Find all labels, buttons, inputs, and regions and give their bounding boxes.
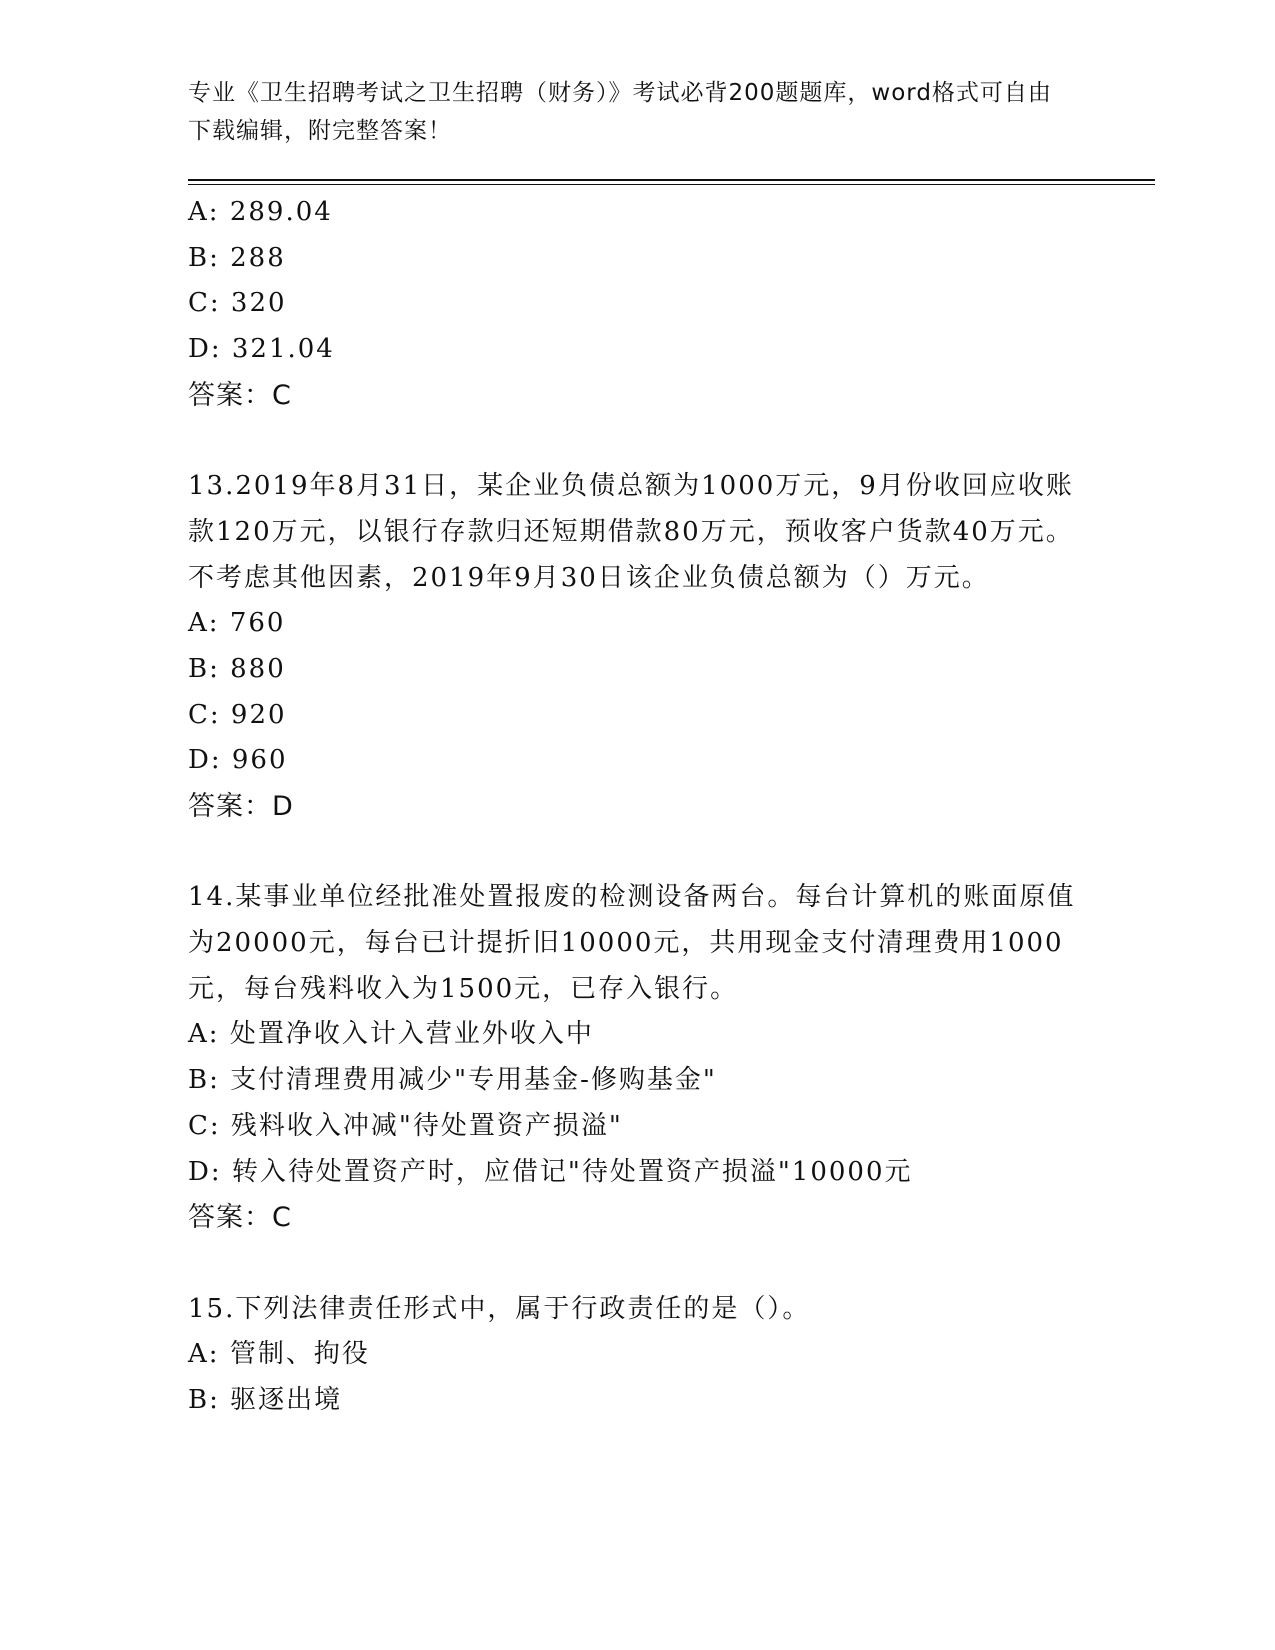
question-stem: 13.2019年8月31日，某企业负债总额为1000万元，9月份收回应收账款120万元，以银行存款归还短期借款80万元，预收客户货款40万元。不考虑其他因素，2019年9月30日该企业负债总额为（）万元。	[188, 471, 1074, 593]
spacer	[188, 1241, 1088, 1287]
spacer	[188, 830, 1088, 876]
answer: 答案：C	[188, 1202, 292, 1234]
option-b: B: 支付清理费用减少"专用基金-修购基金"	[188, 1065, 717, 1096]
option-a: A: 760	[188, 608, 286, 639]
option-d: D: 321.04	[188, 334, 335, 365]
option-a: A: 289.04	[188, 197, 333, 227]
answer: 答案：C	[188, 379, 292, 411]
header-text: 专业《卫生招聘考试之卫生招聘（财务）》考试必背200题题库，word格式可自由下载编辑，附完整答案！	[188, 80, 1052, 144]
question-15	[188, 1287, 1088, 1424]
option-b: B: 880	[188, 653, 286, 684]
question-12-continued	[188, 190, 1088, 418]
header-rule-thin	[188, 184, 1155, 185]
option-b: B: 驱逐出境	[188, 1384, 343, 1415]
option-c: C: 残料收入冲减"待处置资产损溢"	[188, 1110, 623, 1141]
document-header	[188, 74, 1068, 150]
spacer	[188, 418, 1088, 464]
option-d: D: 转入待处置资产时，应借记"待处置资产损溢"10000元	[188, 1156, 913, 1187]
option-a: A: 管制、拘役	[188, 1339, 370, 1370]
document-body	[188, 190, 1088, 1424]
option-d: D: 960	[188, 745, 288, 776]
option-c: C: 920	[188, 699, 287, 730]
header-rule-thick	[188, 179, 1155, 181]
question-14	[188, 875, 1088, 1241]
option-b: B: 288	[188, 242, 286, 273]
option-c: C: 320	[188, 288, 287, 319]
question-13	[188, 464, 1088, 830]
option-a: A: 处置净收入计入营业外收入中	[188, 1019, 594, 1050]
question-stem: 14.某事业单位经批准处置报废的检测设备两台。每台计算机的账面原值为20000元，每台已计提折旧10000元，共用现金支付清理费用1000元，每台残料收入为1500元，已存入银行。	[188, 882, 1076, 1004]
answer: 答案：D	[188, 790, 294, 822]
question-stem: 15.下列法律责任形式中，属于行政责任的是（）。	[188, 1293, 811, 1324]
